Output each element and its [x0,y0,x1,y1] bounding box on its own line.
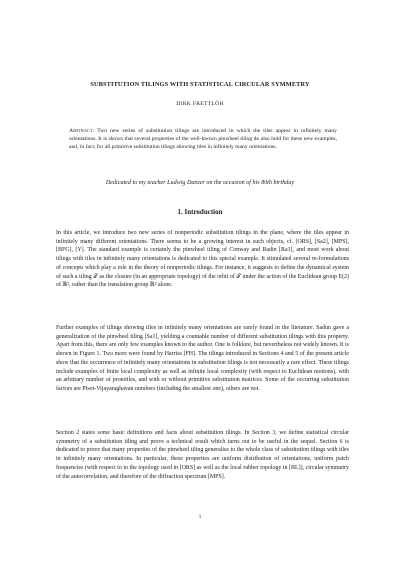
section-heading [0,208,400,216]
section-title: Introduction [184,208,223,216]
paragraph-1: In this article, we introduce two new series of nonperiodic substitution tilings in the plane, where the tiles appear in infinitely many different orientations. There seems to be a growing interest in such objects, cf. [ORS], [Sa2], [MPS], [BFG], [Y]. The standard example is certainly the pinwheel tiling of Conway and Radin [Ra1], and most work about tilings with tiles in infinitely many orientations is dedicated to this special example. It stimulated several re-formulations of concepts which play a role in the theory of nonperiodic tilings. For instance, it suggests to define the dynamical system of such a tiling 𝒯 as the closure (in an appropriate topology) of the orbit of 𝒯 under the action of the Euclidean group E(2) of ℝ², rather than the translation group ℝ² alone. [56,230,349,289]
dedication: Dedicated to my teacher Ludwig Danzer on the occasion of his 80th birthday [105,180,295,186]
paragraph-2: Further examples of tilings showing tiles in infinitely many orientations are rarely found in the literature. Sadun gave a generalization of the pinwheel tiling [Sa1], yielding a countable number of different substitution tilings with this property. Apart from this, there are only few examples known to the author. One is folklore, but nevertheless not widely known. It is shown in Figure 1. Two more were found by Harriss [FH]. The tilings introduced in Sections 4 and 5 of the present article show that the occurrence of infinitely many orientations in substitution tilings is not necessarily a rare effect. These tilings include examples of finite local complexity as well as infinite local complexity (with respect to Euclidean motions), with an arbitrary number of prototiles, and with or without primitive substitution matrices. Some of the occurring substitution factors are Pisot-Vijayaraghavan numbers (including the smallest one), others are not. [56,325,349,392]
abstract-text: Two new series of substitution tilings are introduced in which the tiles appear in infinitely many orientations. It is shown that several properties of the well-known pinwheel tiling do also hold for these new examples, and, in fact, for all primitive substitution tilings showing tiles in infinitely many orientations. [69,128,337,150]
paper-title: SUBSTITUTION TILINGS WITH STATISTICAL CIRCULAR SYMMETRY [90,81,310,88]
page-number: 1 [198,514,202,520]
abstract-label: Abstract. [69,128,95,134]
abstract [69,127,337,151]
author-name: DIRK FRETTLÖH [176,101,224,107]
paragraph-3: Section 2 states some basic definitions and facts about substitution tilings. In Section 3, we define statistical circular symmetry of a substitution tiling and prove a technical result which turns out to be useful in the sequel. Section 6 is dedicated to prove that many properties of the pinwheel tiling generalise to the whole class of substitution tilings with tiles in infinitely many orientations. In particular, these properties are uniform distribution of orientations, uniform patch frequencies (with respect to to the topology used in [ORS] as well as the local rubber topology in [BL]), circular symmetry of the autocorrelation, and therefore of the diffraction spectrum [MPS]. [56,430,349,480]
section-number: 1. [177,208,183,216]
